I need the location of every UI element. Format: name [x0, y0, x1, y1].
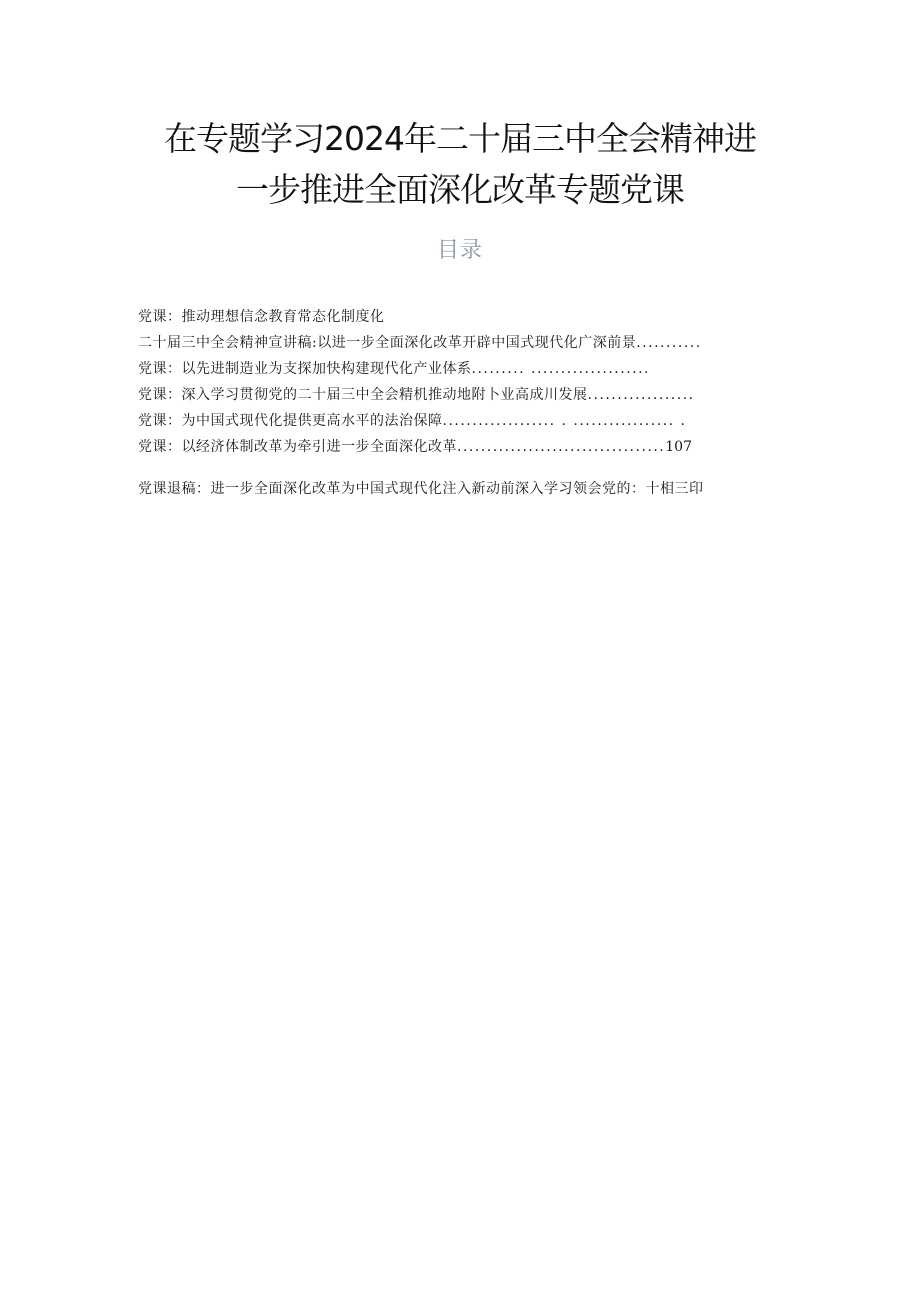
toc-entry-text: 党课：推动理想信念教育常态化制度化: [138, 309, 385, 325]
toc-entry-dots: ................... . ................. .: [442, 413, 687, 429]
toc-entry[interactable]: [138, 382, 788, 408]
toc-entry-text: 二十届三中全会精神宣讲稿:以进一步全面深化改革开辟中国式现代化广深前景: [138, 335, 637, 351]
toc-entry-text: 党课：以经济体制改革为牵引进一步全面深化改革: [138, 439, 457, 455]
table-of-contents: [138, 304, 788, 460]
toc-entry-dots: ..................: [587, 387, 695, 403]
toc-entry[interactable]: [138, 330, 788, 356]
toc-entry-dots: ...........: [636, 335, 702, 351]
toc-heading: 目录: [436, 238, 483, 263]
toc-extra-entry[interactable]: 党课退稿：进一步全面深化改革为中国式现代化注入新动前深入学习领会党的：十相三印: [138, 481, 704, 497]
toc-entry[interactable]: [138, 304, 788, 330]
toc-entry-dots: ......... ....................: [471, 361, 651, 377]
toc-entry-text: 党课：为中国式现代化提供更高水平的法治保障: [138, 413, 443, 429]
toc-entry[interactable]: [138, 408, 788, 434]
toc-entry[interactable]: [138, 434, 788, 460]
toc-entry-page: 107: [665, 439, 692, 455]
document-title-line-1: 在专题学习2024年二十届三中全会精神进: [164, 119, 756, 158]
document-title-line-2: 一步推进全面深化改革专题党课: [236, 170, 684, 209]
toc-entry-text: 党课：深入学习贯彻党的二十届三中全会精机推动地附卜业高成川发展: [138, 387, 588, 403]
toc-entry-dots: ...................................: [457, 439, 666, 455]
toc-entry-text: 党课：以先进制造业为支探加快构建现代化产业体系: [138, 361, 472, 377]
toc-entry[interactable]: [138, 356, 788, 382]
